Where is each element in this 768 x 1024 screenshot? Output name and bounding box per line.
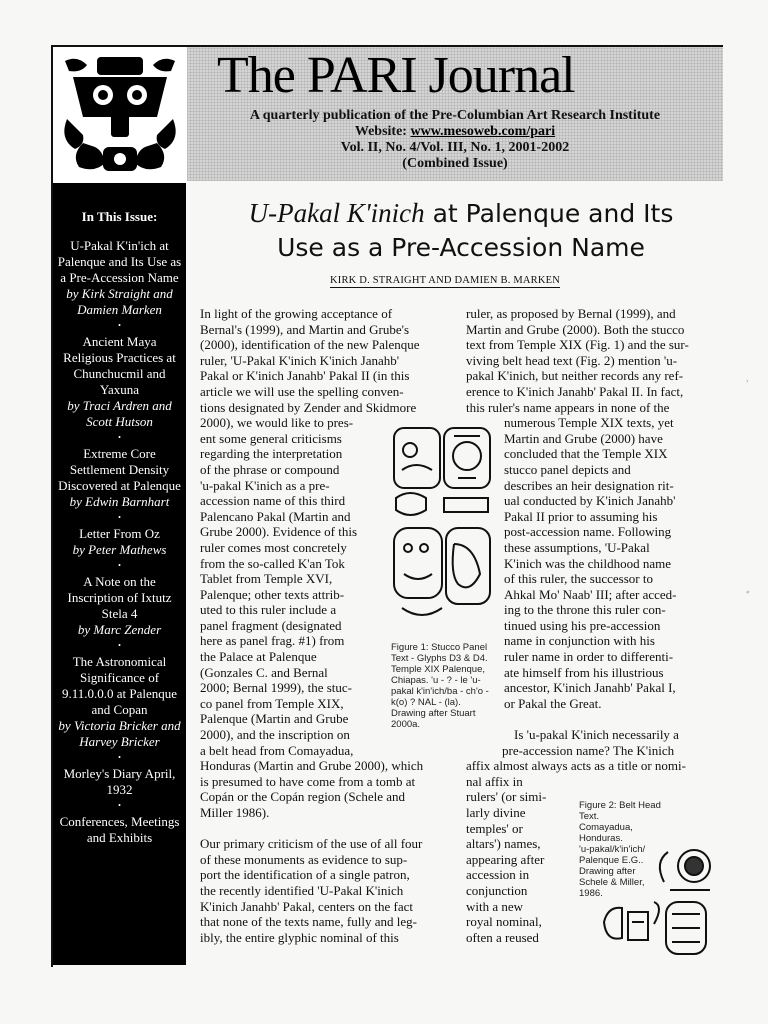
website-line: Website: www.mesoweb.com/pari bbox=[354, 124, 556, 139]
belt-head-glyph-icon bbox=[598, 842, 714, 960]
text-line: ruler, as proposed by Bernal (1999), and bbox=[466, 306, 676, 321]
text-line: here as panel frag. #1) from bbox=[200, 633, 345, 649]
text-line: 2000), we would like to pres- bbox=[200, 415, 354, 431]
toc-item-author: by Traci Ardren and Scott Hutson bbox=[67, 398, 172, 429]
toc-separator: • bbox=[118, 801, 121, 810]
toc-separator: • bbox=[118, 321, 121, 330]
text-line: In light of the growing acceptance of bbox=[200, 306, 393, 321]
text-line: royal nominal, bbox=[466, 914, 542, 930]
caption-line: 1986. bbox=[579, 888, 603, 899]
margin-mark-bottom: « bbox=[746, 588, 750, 596]
text-line: Ahkal Mo' Naab' III; after acced- bbox=[504, 586, 677, 602]
text-line: concluded that the Temple XIX bbox=[504, 446, 668, 462]
text-line: of these monuments as evidence to sup- bbox=[200, 851, 408, 867]
text-line: with a new bbox=[466, 898, 524, 914]
text-line: (2000), identification of the new Palenque bbox=[200, 337, 420, 353]
caption-line: Chiapas. 'u - ? - le 'u- bbox=[391, 675, 481, 686]
article-authors: KIRK D. STRAIGHT AND DAMIEN B. MARKEN bbox=[330, 275, 561, 286]
text-line: 'u-pakal K'inich as a pre- bbox=[200, 477, 330, 493]
text-line: Grube 2000). Evidence of this bbox=[200, 524, 358, 540]
toc-item-title: Conferences, Meetings and Exhibits bbox=[59, 814, 180, 845]
caption-line: Comayadua, Honduras. bbox=[579, 822, 633, 844]
text-line: stucco panel depicts and bbox=[504, 461, 631, 477]
toc-item[interactable] bbox=[53, 446, 186, 510]
text-line: the recently identified 'U-Pakal K'inich bbox=[200, 882, 404, 898]
caption-line: Palenque E.G.. bbox=[579, 855, 644, 866]
text-line: or Pakal the Great. bbox=[504, 695, 602, 711]
text-line: text from Temple XIX (Fig. 1) and the sur- bbox=[466, 337, 689, 353]
maya-mask-icon bbox=[53, 47, 187, 183]
text-line: name in conjunction with his bbox=[504, 633, 655, 649]
text-line: ancestor, K'inich Janahb' Pakal I, bbox=[504, 680, 676, 696]
text-line: tinued using his pre-accession bbox=[504, 617, 661, 633]
website-link[interactable]: www.mesoweb.com/pari bbox=[410, 124, 556, 139]
text-line: a belt head from Comayadua, bbox=[200, 742, 354, 758]
caption-line: Schele & Miller, bbox=[579, 877, 645, 888]
toc-item-title: Ancient Maya Religious Practices at Chunchucmil and Yaxuna bbox=[63, 334, 176, 397]
contents-heading: In This Issue: bbox=[81, 209, 158, 224]
pari-logo bbox=[53, 47, 187, 183]
text-line: of the phrase or compound bbox=[200, 461, 340, 477]
toc-item[interactable] bbox=[53, 814, 186, 846]
text-line: temples' or bbox=[466, 820, 523, 836]
toc-item-author: by Marc Zender bbox=[77, 622, 162, 637]
text-line: numerous Temple XIX texts, yet bbox=[504, 415, 674, 431]
text-line: accession name of this third bbox=[200, 493, 346, 509]
text-line: these assumptions, 'U-Pakal bbox=[504, 539, 650, 555]
text-line: pakal K'inich, but neither records any ref- bbox=[466, 368, 684, 384]
text-line: ruler comes most concretely bbox=[200, 539, 347, 555]
text-line: post-accession name. Following bbox=[504, 524, 672, 540]
text-line: regarding the interpretation bbox=[200, 446, 343, 462]
contents-list bbox=[53, 238, 186, 846]
caption-line: k(o) ? NAL - (la). bbox=[391, 697, 461, 708]
toc-item[interactable] bbox=[53, 654, 186, 750]
toc-item[interactable] bbox=[53, 574, 186, 638]
text-line: ing to the throne this ruler con- bbox=[504, 602, 666, 618]
contents-sidebar bbox=[53, 183, 186, 965]
journal-title: The PARI Journal bbox=[217, 47, 575, 104]
caption-line: Drawing after bbox=[579, 866, 636, 877]
text-line: the Palace at Palenque bbox=[200, 649, 317, 665]
caption-line: Temple XIX Palenque, bbox=[391, 664, 486, 675]
masthead-info bbox=[187, 108, 723, 172]
text-line: Pakal II prior to assuming his bbox=[504, 508, 658, 524]
text-line: Copán or the Copán region (Schele and bbox=[200, 789, 406, 805]
caption-line: 2000a. bbox=[391, 719, 421, 730]
text-line: Palenque (Martin and Grube bbox=[200, 711, 349, 727]
caption-line: Text - Glyphs D3 & D4. bbox=[391, 653, 488, 664]
text-line: from the so-called K'an Tok bbox=[200, 555, 345, 571]
caption-line: 'u-pakal/k'in'ich/ bbox=[579, 844, 646, 855]
text-line: ibly, the entire glyphic nominal of this bbox=[200, 929, 399, 945]
text-line: Palencano Pakal (Martin and bbox=[200, 508, 351, 524]
text-line: K'inich Janahb' Pakal, centers on the fact bbox=[200, 898, 413, 914]
text-line: Bernal's (1999), and Martin and Grube's bbox=[200, 321, 410, 337]
toc-item-title: U-Pakal K'in'ich at Palenque and Its Use as a Pre-Accession Name bbox=[57, 238, 182, 285]
text-line: viving belt head text (Fig. 2) mention 'u- bbox=[466, 352, 678, 368]
toc-item[interactable] bbox=[53, 334, 186, 430]
text-line: Pakal or K'inich Janahb' Pakal II (in this bbox=[200, 368, 410, 384]
article-title: U-Pakal K'inich at Palenque and Its Use as a Pre-Accession Name bbox=[248, 198, 674, 262]
margin-mark-top: › bbox=[746, 377, 749, 385]
text-line: accession in bbox=[466, 867, 530, 883]
toc-separator: • bbox=[118, 641, 121, 650]
journal-subtitle: A quarterly publication of the Pre-Columbian Art Research Institute bbox=[249, 108, 661, 123]
text-line: ual conducted by K'inich Janahb' bbox=[504, 493, 676, 509]
toc-item-author: by Kirk Straight and Damien Marken bbox=[66, 286, 173, 317]
text-line: Is 'u-pakal K'inich necessarily a bbox=[514, 727, 679, 743]
text-line: is presumed to have come from a tomb at bbox=[200, 773, 416, 789]
caption-line: Drawing after Stuart bbox=[391, 708, 476, 719]
stucco-glyph-icon bbox=[388, 424, 496, 634]
text-line: Honduras (Martin and Grube 2000), which bbox=[200, 758, 424, 774]
toc-item-title: A Note on the Inscription of Ixtutz Stela 4 bbox=[67, 574, 172, 621]
toc-item[interactable] bbox=[53, 238, 186, 318]
toc-separator: • bbox=[118, 753, 121, 762]
text-line: conjunction bbox=[466, 882, 528, 898]
text-line: that none of the texts name, fully and leg- bbox=[200, 914, 417, 930]
text-line: article we will use the spelling conven- bbox=[200, 383, 404, 399]
text-line: altars') names, bbox=[466, 836, 541, 852]
toc-item-author: by Victoria Bricker and Harvey Bricker bbox=[58, 718, 181, 749]
text-line: Tablet from Temple XVI, bbox=[200, 571, 333, 587]
article-title-line2: Use as a Pre-Accession Name bbox=[277, 233, 645, 262]
text-line: 2000), and the inscription on bbox=[200, 727, 350, 743]
text-line: K'inich was the childhood name bbox=[504, 555, 671, 571]
text-line: this ruler's name appears in none of the bbox=[466, 399, 670, 415]
text-line: ent some general criticisms bbox=[200, 430, 342, 446]
text-line bbox=[466, 711, 716, 727]
toc-separator: • bbox=[118, 561, 121, 570]
text-line: affix almost always acts as a title or nomi- bbox=[466, 758, 686, 774]
issue-note: (Combined Issue) bbox=[402, 156, 508, 171]
text-line: tions designated by Zender and Skidmore bbox=[200, 399, 417, 415]
toc-item[interactable] bbox=[53, 766, 186, 798]
figure-2-glyphs bbox=[598, 842, 714, 960]
volume-info: Vol. II, No. 4/Vol. III, No. 1, 2001-2002 bbox=[340, 140, 570, 155]
toc-separator: • bbox=[118, 513, 121, 522]
text-line: co panel from Temple XIX, bbox=[200, 695, 344, 711]
caption-line: pakal k'in'ich/ba - ch'o - bbox=[391, 686, 489, 697]
text-line: rulers' (or simi- bbox=[466, 789, 547, 805]
article-title-italic: U-Pakal K'inich bbox=[248, 198, 425, 228]
text-line: ruler, 'U-Pakal K'inich K'inich Janahb' bbox=[200, 352, 400, 368]
text-line: Palenque; other texts attrib- bbox=[200, 586, 345, 602]
toc-item-author: by Edwin Barnhart bbox=[69, 494, 170, 509]
text-line: Martin and Grube (2000) have bbox=[504, 430, 663, 446]
caption-line: Figure 2: Belt Head Text. bbox=[579, 800, 661, 822]
toc-item-title: Morley's Diary April, 1932 bbox=[63, 766, 176, 797]
toc-item-author: by Peter Mathews bbox=[72, 542, 167, 557]
text-line: Miller 1986). bbox=[200, 805, 270, 820]
toc-item-title: Extreme Core Settlement Density Discovered at Palenque bbox=[58, 446, 181, 493]
caption-line: Figure 1: Stucco Panel bbox=[391, 642, 488, 653]
toc-item-title: The Astronomical Significance of 9.11.0.0.0 at Palenque and Copan bbox=[61, 654, 178, 717]
text-line bbox=[200, 821, 450, 837]
toc-item-title: Letter From Oz bbox=[79, 526, 160, 541]
text-line: Our primary criticism of the use of all four bbox=[200, 836, 423, 852]
text-line: port the identification of a single patron, bbox=[200, 867, 410, 883]
text-line: pre-accession name? The K'inich bbox=[502, 742, 675, 758]
text-line: larly divine bbox=[466, 805, 526, 820]
toc-separator: • bbox=[118, 433, 121, 442]
toc-item[interactable] bbox=[53, 526, 186, 558]
text-line: ate himself from his illustrious bbox=[504, 664, 664, 680]
text-line: appearing after bbox=[466, 851, 545, 867]
text-line: erence to K'inich Janahb' Pakal II. In fact, bbox=[466, 383, 684, 399]
figure-1-caption bbox=[391, 642, 503, 730]
text-line: describes an heir designation rit- bbox=[504, 477, 674, 493]
text-line: uted to this ruler include a bbox=[200, 602, 337, 618]
text-line: nal affix in bbox=[466, 773, 523, 789]
text-line: often a reused bbox=[466, 929, 539, 945]
figure-1-glyphs bbox=[388, 424, 496, 634]
text-line: panel fragment (designated bbox=[200, 617, 342, 633]
text-line: ruler name in order to differenti- bbox=[504, 649, 674, 665]
text-line: 2000; Bernal 1999), the stuc- bbox=[200, 680, 352, 696]
text-line: (Gonzales C. and Bernal bbox=[200, 664, 328, 680]
text-line: Martin and Grube (2000). Both the stucco bbox=[466, 321, 685, 337]
text-line: of this ruler, the successor to bbox=[504, 571, 653, 587]
